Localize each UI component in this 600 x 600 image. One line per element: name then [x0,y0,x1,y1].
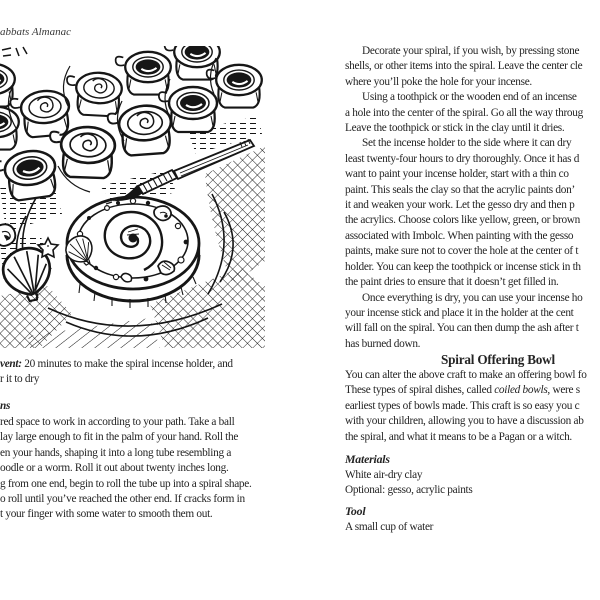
text-line: shells, or other items into the spiral. Leave the center cle [345,60,583,73]
text-line: the acrylics. Choose colors like yellow, green, or brown [345,214,581,227]
text-line: holder. You can keep the toothpick or incense stick in th [345,260,581,273]
text-line: paint. This seals the clay so that the acrylic paints don’ [345,183,575,196]
text-line: t your finger with some water to smooth them out. [0,508,213,521]
text-line: Using a toothpick or the wooden end of an incense [362,91,577,104]
materials-heading: Materials [345,452,390,466]
text-line: g from one end, begin to roll the tube up into a spiral shape. [0,477,252,490]
text-line: least twenty-four hours to dry thoroughly. Once it has d [345,152,580,165]
text-line: has burned down. [345,337,421,350]
text-line: Optional: gesso, acrylic paints [345,484,473,497]
text-line: oodle or a worm. Roll it out about twenty inches long. [0,462,229,475]
text-line: Once everything is dry, you can use your incense ho [362,291,583,304]
text-line: You can alter the above craft to make an offering bowl fo [345,369,587,381]
text-line: your incense stick and place it in the holder at the cent [345,306,574,319]
text-line: Set the incense holder to the side where it can dry [362,137,572,150]
text-line: with your children, allowing you to have a discussion ab [345,415,584,428]
left-body-paragraph [0,415,252,523]
craft-illustration [0,46,265,348]
text-line: where you’ll poke the hole for your incense. [345,75,532,88]
spiral-incense-holder-illustration [62,197,199,308]
right-body-paragraphs [345,44,583,352]
offering-bowl-paragraph [345,368,587,445]
text-line: lay large enough to fit in the palm of your hand. Roll the [0,431,239,444]
text-line: want to paint your incense holder, start with a thin co [345,168,569,181]
text-line: These types of spiral dishes, called coiled bowls, were s [345,384,580,397]
running-header: abbats Almanac [0,26,71,38]
text-line: paints, make sure not to cover the hole at the center of t [345,245,579,258]
text-line: the spiral, and what it means to be a Pagan or a witch. [345,430,572,443]
text-line: Leave the toothpick or stick in the clay until it dries. [345,122,565,135]
text-line: will fall on the spiral. You can then dump the ash after t [345,322,579,335]
tool-heading: Tool [345,504,366,518]
tool-list [345,520,433,535]
text-line: Decorate your spiral, if you wish, by pressing stone [362,45,580,57]
text-line: the paint dries to ensure that it doesn’t get filled in. [345,276,559,289]
text-line: earliest types of bowls made. This craft is so easy you c [345,399,580,412]
text-line: vent: 20 minutes to make the spiral incense holder, and [0,358,233,370]
left-time-block [0,357,233,388]
text-line: White air-dry clay [345,469,423,481]
text-line: associated with Imbolc. When painting with the gesso [345,229,574,242]
text-line: r it to dry [0,373,40,386]
scribble-marks [2,47,27,56]
text-line: it and weaken your work. Let the gesso dry and then p [345,199,575,212]
left-section-heading: ns [0,400,11,412]
spiral-offering-bowl-heading: Spiral Offering Bowl [441,352,555,367]
materials-list [345,468,473,499]
text-line: a hole into the center of the spiral. Go all the way throug [345,106,583,119]
text-line: o roll until you’ve reached the other end. If cracks form in [0,493,245,506]
text-line: red space to work in according to your path. Take a ball [0,416,235,428]
text-line: en your hands, shaping it into a long tube resembling a [0,446,232,459]
text-line: A small cup of water [345,521,434,533]
